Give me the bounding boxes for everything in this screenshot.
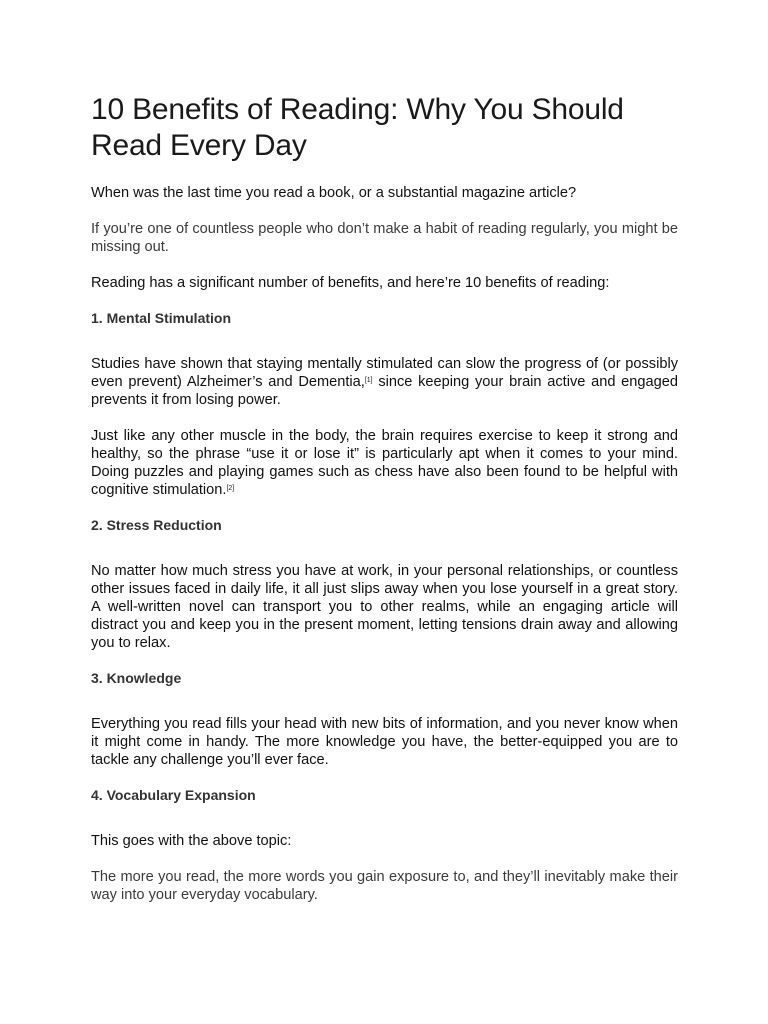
- section-1-paragraph-1-text-a: Studies have shown that staying mentally stimulated can slow the progress of (or possibly even prevent) Alzheimer’s and Dementia,: [91, 356, 678, 390]
- section-heading-vocabulary-expansion: 4. Vocabulary Expansion: [91, 787, 256, 803]
- intro-missing-out: If you’re one of countless people who don’t make a habit of reading regularly, you might be missing out.: [91, 221, 678, 255]
- section-heading-mental-stimulation: 1. Mental Stimulation: [91, 310, 232, 326]
- citation-ref-2[interactable]: [2]: [226, 485, 235, 492]
- section-4-paragraph-2: The more you read, the more words you gain exposure to, and they’ll inevitably make their way into your everyday vocabulary.: [91, 869, 678, 903]
- document-page: [91, 92, 678, 904]
- citation-ref-1[interactable]: [1]: [364, 377, 373, 384]
- section-4-paragraph-1: This goes with the above topic:: [91, 833, 292, 849]
- section-1-paragraph-2: [91, 427, 678, 499]
- article-title: 10 Benefits of Reading: Why You Should Read Every Day: [91, 93, 624, 162]
- section-2-paragraph-1: No matter how much stress you have at work, in your personal relationships, or countless other issues faced in daily life, it all just slips away when you lose yourself in a great story. A well-written novel can transport you to other realms, while an engaging article will distract you and keep you in the present moment, letting tensions drain away and allowing you to relax.: [91, 563, 678, 651]
- section-heading-knowledge: 3. Knowledge: [91, 670, 182, 686]
- section-heading-stress-reduction: 2. Stress Reduction: [91, 517, 222, 533]
- section-3-paragraph-1: Everything you read fills your head with new bits of information, and you never know when it might come in handy. The more knowledge you have, the better-equipped you are to tackle any challenge you’ll ever face.: [91, 716, 678, 768]
- section-1-paragraph-1: [91, 355, 678, 409]
- section-1-paragraph-1-text-b: since keeping your brain active and engaged prevents it from losing power.: [91, 374, 678, 408]
- intro-question: When was the last time you read a book, or a substantial magazine article?: [91, 185, 577, 201]
- intro-benefits-lead: Reading has a significant number of benefits, and here’re 10 benefits of reading:: [91, 275, 610, 291]
- section-1-paragraph-2-text: Just like any other muscle in the body, the brain requires exercise to keep it strong and healthy, so the phrase “use it or lose it” is particularly apt when it comes to your mind. Doing puzzles and playing games such as chess have also been found to be helpful with cognitive stimulation.: [91, 428, 678, 498]
